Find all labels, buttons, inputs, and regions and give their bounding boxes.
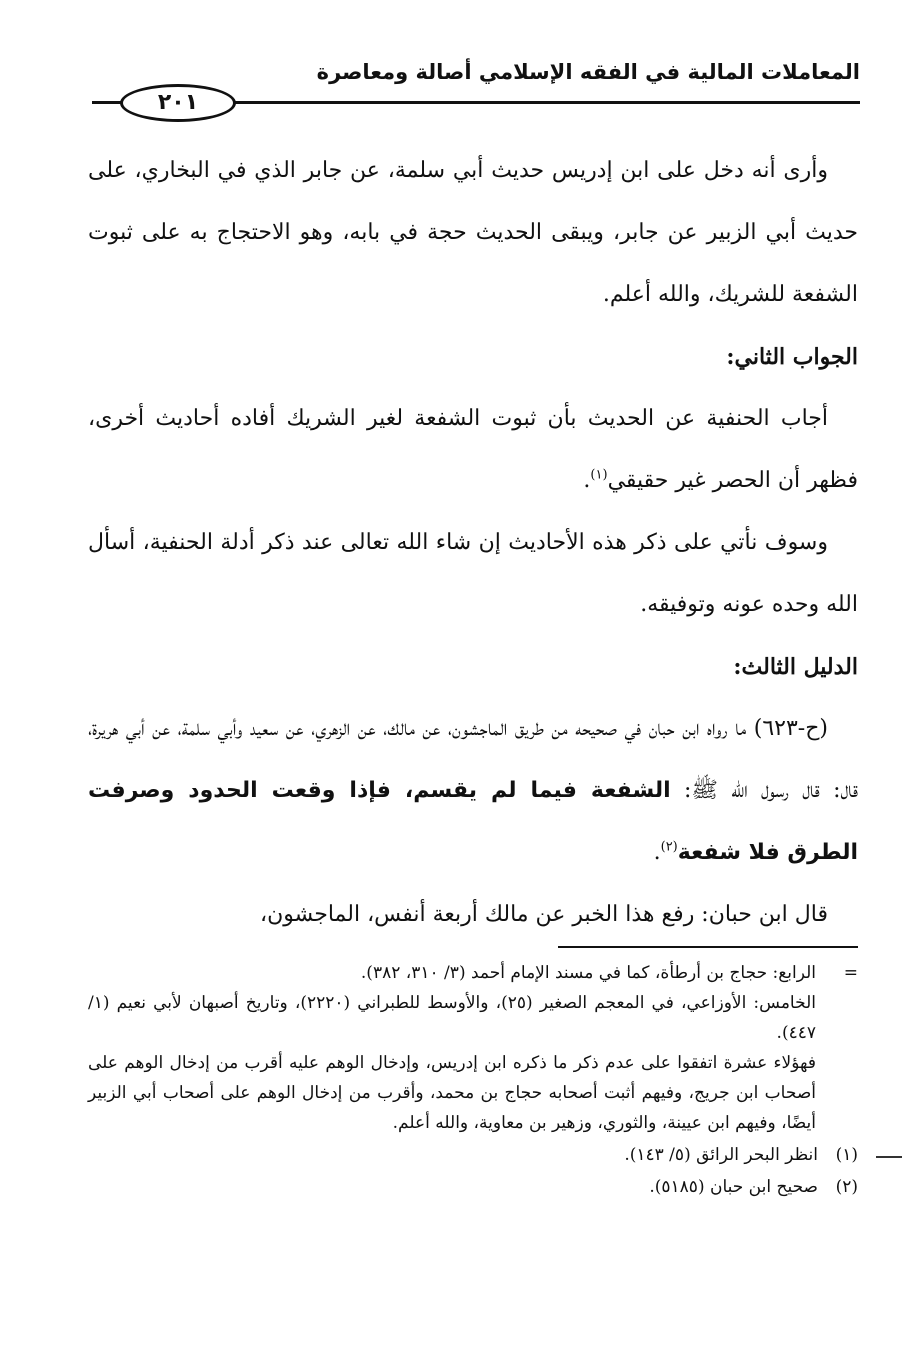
margin-dash-mark — [876, 1156, 902, 1158]
heading-second-answer: الجواب الثاني: — [726, 344, 858, 370]
footnote-ref-1: (١) — [590, 467, 608, 483]
continuation-marker: = — [843, 963, 858, 983]
footnote-continuation-line-3: فهؤلاء عشرة اتفقوا على عدم ذكر ما ذكره ابن إدريس، وإدخال الوهم عليه أقرب من إدخال الوهم على أصحاب ابن جريج، وفيهم أثبت أصحابه حجاج بن محمد، وأقرب من إدخال الوهم على أصحاب أبي الزبير أيضًا، وفيهم ابن عيينة، والثوري، وزهير بن معاوية، والله أعلم. — [88, 1053, 816, 1133]
paragraph-1: وأرى أنه دخل على ابن إدريس حديث أبي سلمة، عن جابر الذي في البخاري، على حديث أبي الزبير عن جابر، ويبقى الحديث حجة في بابه، وهو الاحتجاج به على ثبوت الشفعة للشريك، والله أعلم. — [88, 158, 858, 307]
paragraph-4-end: . — [653, 840, 661, 865]
footnote-text: صحيح ابن حبان (٥١٨٥). — [649, 1177, 818, 1197]
footnotes — [88, 958, 858, 1202]
heading-third-evidence: الدليل الثالث: — [733, 654, 858, 680]
footnote-number: (٢) — [835, 1177, 858, 1197]
footnote-item — [88, 1140, 858, 1170]
footnote-text: انظر البحر الرائق (٥/ ١٤٣). — [624, 1145, 818, 1165]
paragraph-2-end: . — [583, 468, 591, 493]
paragraph-3: وسوف نأتي على ذكر هذه الأحاديث إن شاء الله تعالى عند ذكر أدلة الحنفية، أسأل الله وحده عونه وتوفيقه. — [88, 530, 858, 617]
footnote-number: (١) — [835, 1145, 858, 1165]
footnote-continuation — [88, 958, 858, 1138]
footnote-continuation-line-2: الخامس: الأوزاعي، في المعجم الصغير (٢٥)، والأوسط للطبراني (٢٢٢٠)، وتاريخ أصبهان لأبي نعيم (١/ ٤٤٧). — [88, 993, 816, 1043]
footnote-item — [88, 1172, 858, 1202]
footnote-separator — [558, 946, 858, 948]
hadith-text: الشفعة فيما لم يقسم، فإذا وقعت الحدود وصرفت الطرق فلا شفعة — [88, 778, 858, 865]
footnote-continuation-line-1: الرابع: حجاج بن أرطأة، كما في مسند الإمام أحمد (٣/ ٣١٠، ٣٨٢). — [360, 963, 816, 983]
paragraph-2-text: أجاب الحنفية عن الحديث بأن ثبوت الشفعة لغير الشريك أفاده أحاديث أخرى، فظهر أن الحصر غير حقيقي — [88, 406, 858, 493]
paragraph-5: قال ابن حبان: رفع هذا الخبر عن مالك أربعة أنفس، الماجشون، — [259, 902, 828, 927]
footnote-ref-2: (٢) — [660, 839, 678, 855]
paragraph-4 — [88, 698, 858, 884]
page-number: ٢٠١ — [120, 84, 236, 122]
running-header-title: المعاملات المالية في الفقه الإسلامي أصالة ومعاصرة — [316, 60, 860, 84]
footnote-list — [88, 1140, 858, 1202]
main-text — [88, 140, 858, 946]
paragraph-2 — [88, 388, 858, 512]
hadith-chain: (ح-٦٢٣) ما رواه ابن حبان في صحيحه من طريق الماجشون، عن مالك، عن الزهري، عن سعيد وأبي سلمة، عن أبي هريرة، قال: قال رسول الله ﷺ: — [88, 716, 858, 803]
